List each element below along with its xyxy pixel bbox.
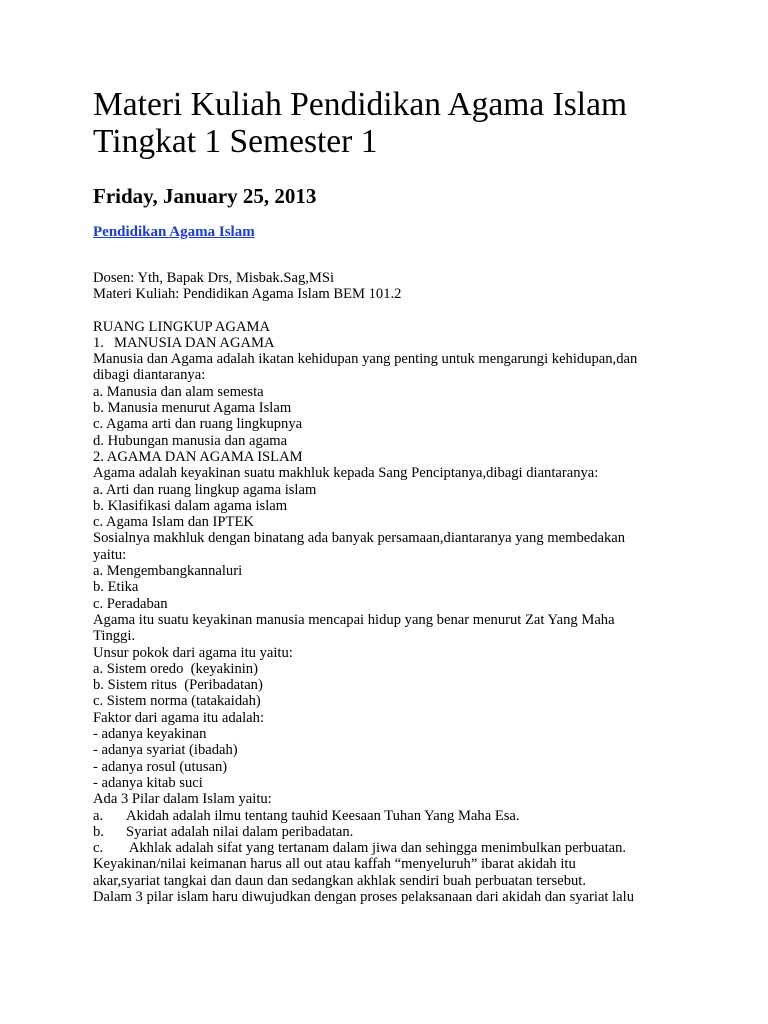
meta-line: Materi Kuliah: Pendidikan Agama Islam BEM 101.2 bbox=[93, 286, 402, 303]
text-line: Faktor dari agama itu adalah: bbox=[93, 709, 265, 726]
text-line: b. Sistem ritus (Peribadatan) bbox=[93, 677, 263, 694]
text-line: a. Arti dan ruang lingkup agama islam bbox=[93, 481, 317, 498]
text-line: c. Peradaban bbox=[93, 595, 168, 612]
section-heading: RUANG LINGKUP AGAMA bbox=[93, 318, 271, 335]
pillar-text: Syariat adalah nilai dalam peribadatan. bbox=[126, 823, 354, 840]
text-line: c. Agama Islam dan IPTEK bbox=[93, 514, 254, 531]
post-date: Friday, January 25, 2013 bbox=[93, 184, 317, 208]
pillar-label: b. bbox=[93, 823, 104, 840]
text-line: dibagi diantaranya: bbox=[93, 367, 206, 384]
text-line: Tinggi. bbox=[93, 628, 136, 645]
item-title: MANUSIA DAN AGAMA bbox=[114, 334, 275, 351]
pillar-label: c. bbox=[93, 840, 104, 857]
text-line: akar,syariat tangkai dan daun dan sedangkan akhlak sendiri buah perbuatan tersebut. bbox=[93, 872, 586, 889]
text-line: Dalam 3 pilar islam haru diwujudkan dengan proses pelaksanaan dari akidah dan syariat lalu bbox=[93, 888, 635, 905]
pillar-item bbox=[93, 824, 708, 840]
text-line: b. Klasifikasi dalam agama islam bbox=[93, 497, 288, 514]
text-line: b. Etika bbox=[93, 579, 139, 596]
text-line: c. Sistem norma (tatakaidah) bbox=[93, 693, 261, 710]
text-line: - adanya keyakinan bbox=[93, 726, 207, 743]
text-line: yaitu: bbox=[93, 546, 127, 563]
text-line: Sosialnya makhluk dengan binatang ada banyak persamaan,diantaranya yang membedakan bbox=[93, 530, 626, 547]
numbered-heading bbox=[93, 335, 708, 351]
post-title-link[interactable]: Pendidikan Agama Islam bbox=[93, 224, 255, 240]
text-line: - adanya syariat (ibadah) bbox=[93, 742, 238, 759]
text-line: - adanya kitab suci bbox=[93, 774, 203, 791]
meta-block bbox=[93, 270, 708, 303]
text-line: a. Manusia dan alam semesta bbox=[93, 383, 264, 400]
title-line-1: Materi Kuliah Pendidikan Agama Islam bbox=[93, 86, 628, 123]
pillar-label: a. bbox=[93, 807, 104, 824]
title-line-2: Tingkat 1 Semester 1 bbox=[93, 123, 378, 160]
pillar-item bbox=[93, 840, 708, 856]
text-line: Manusia dan Agama adalah ikatan kehidupan yang penting untuk mengarungi kehidupan,dan bbox=[93, 351, 638, 368]
page-title bbox=[93, 86, 708, 160]
text-line: Unsur pokok dari agama itu yaitu: bbox=[93, 644, 293, 661]
pillar-text: Akhlak adalah sifat yang tertanam dalam jiwa dan sehingga menimbulkan perbuatan. bbox=[126, 840, 627, 857]
text-line: - adanya rosul (utusan) bbox=[93, 758, 228, 775]
text-line: Agama itu suatu keyakinan manusia mencapai hidup yang benar menurut Zat Yang Maha bbox=[93, 611, 615, 628]
text-line: b. Manusia menurut Agama Islam bbox=[93, 400, 292, 417]
pillar-text: Akidah adalah ilmu tentang tauhid Keesaan Tuhan Yang Maha Esa. bbox=[126, 807, 520, 824]
pillar-item bbox=[93, 808, 708, 824]
text-line: Ada 3 Pilar dalam Islam yaitu: bbox=[93, 791, 272, 808]
text-line: Keyakinan/nilai keimanan harus all out atau kaffah “menyeluruh” ibarat akidah itu bbox=[93, 856, 576, 873]
text-line: Agama adalah keyakinan suatu makhluk kepada Sang Penciptanya,dibagi diantaranya: bbox=[93, 465, 599, 482]
text-line: a. Sistem oredo (keyakinin) bbox=[93, 660, 258, 677]
text-line: 2. AGAMA DAN AGAMA ISLAM bbox=[93, 448, 303, 465]
text-line: a. Mengembangkannaluri bbox=[93, 563, 243, 580]
content-body bbox=[93, 319, 708, 906]
meta-line: Dosen: Yth, Bapak Drs, Misbak.Sag,MSi bbox=[93, 270, 335, 286]
text-line: c. Agama arti dan ruang lingkupnya bbox=[93, 416, 303, 433]
item-number: 1. bbox=[93, 334, 104, 351]
text-line: d. Hubungan manusia dan agama bbox=[93, 432, 288, 449]
